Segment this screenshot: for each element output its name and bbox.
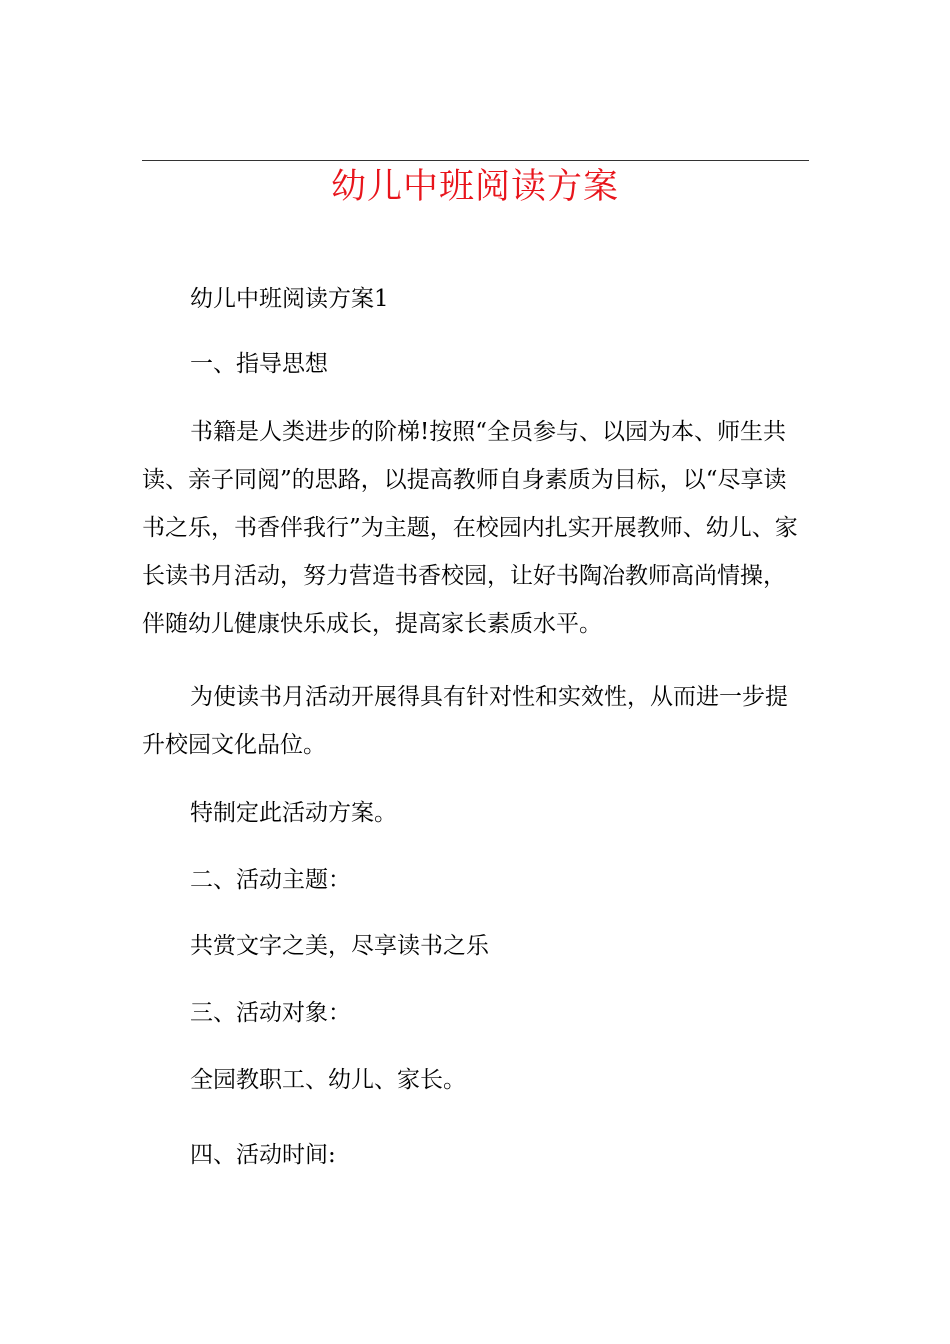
- section-heading: 幼儿中班阅读方案1: [190, 286, 389, 312]
- paragraph-heading-guiding-thought: 一、指导思想: [190, 351, 328, 377]
- paragraph-purpose: 为使读书月活动开展得具有针对性和实效性，从而进一步提升校园文化品位。: [142, 684, 788, 758]
- paragraph-heading-theme: 二、活动主题：: [190, 867, 351, 893]
- paragraph-plan-statement: 特制定此活动方案。: [190, 800, 397, 826]
- paragraph-audience: 全园教职工、幼儿、家长。: [190, 1067, 466, 1093]
- paragraph-heading-audience: 三、活动对象：: [190, 1000, 351, 1026]
- document-title: 幼儿中班阅读方案: [330, 167, 619, 207]
- paragraph-intro: 书籍是人类进步的阶梯!按照“全员参与、以园为本、师生共读、亲子同阅”的思路，以提高教师自身素质为目标，以“尽享读书之乐，书香伴我行”为主题，在校园内扎实开展教师、幼儿、家长读书月活动，努力营造书香校园，让好书陶冶教师高尚情操，伴随幼儿健康快乐成长，提高家长素质水平。: [142, 419, 798, 637]
- header-rule: [142, 160, 809, 161]
- paragraph-theme: 共赏文字之美，尽享读书之乐: [190, 933, 489, 959]
- paragraph-heading-time: 四、活动时间:: [190, 1142, 336, 1168]
